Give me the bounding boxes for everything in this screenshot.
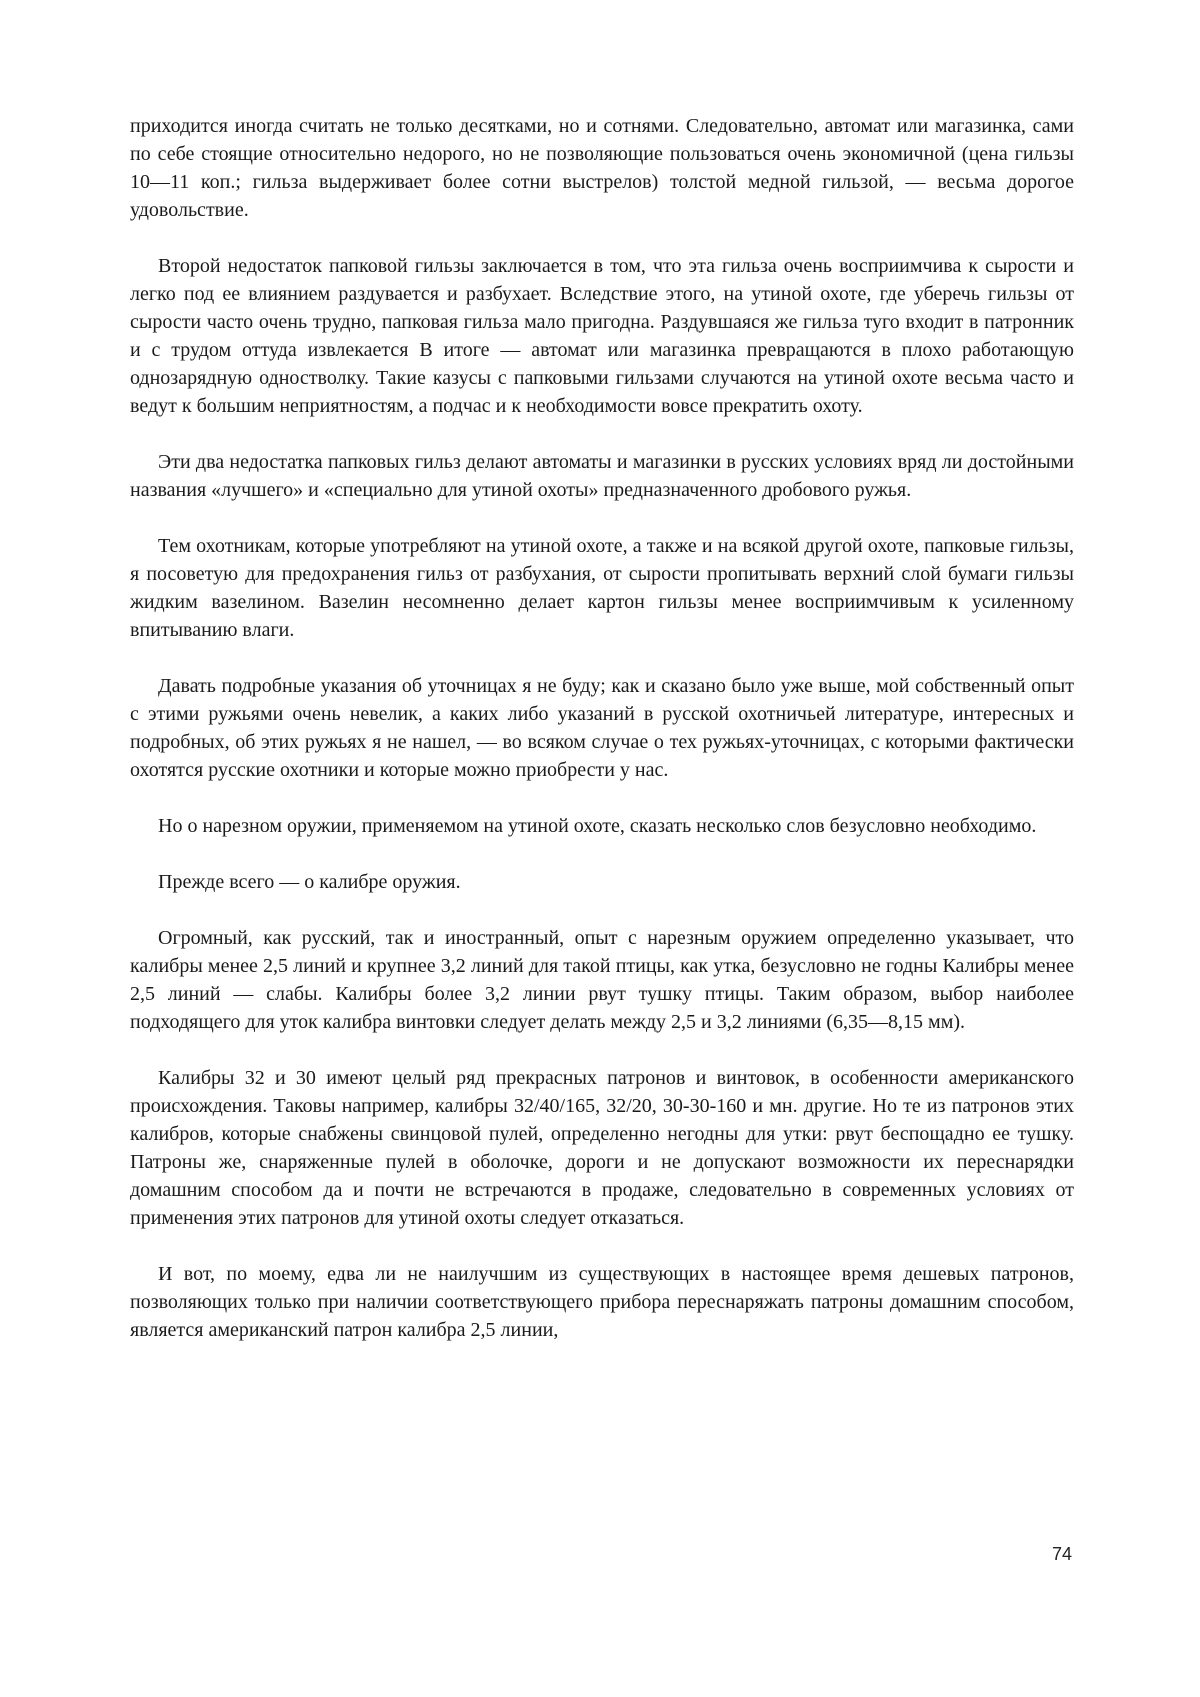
page-number: 74 <box>1051 1544 1072 1564</box>
paragraph-3: Эти два недостатка папковых гильз делают автоматы и магазинки в русских условиях вряд ли достойными названия «лучшего» и «специально для утиной охоты» предназначенного дробового ружья. <box>130 451 1074 501</box>
paragraph-9: Калибры 32 и 30 имеют целый ряд прекрасных патронов и винтовок, в особенности американского происхождения. Таковы например, калибры 32/40/165, 32/20, 30-30-160 и мн. другие. Но те из патронов этих калибров, которые снабжены свинцовой пулей, определенно негодны для утки: рвут беспощадно ее тушку. Патроны же, снаряженные пулей в оболочке, дороги и не допускают возможности их переснарядки домашним способом да и почти не встречаются в продаже, следовательно в современных условиях от применения этих патронов для утиной охоты следует отказаться. <box>130 1067 1074 1229</box>
paragraph-4: Тем охотникам, которые употребляют на утиной охоте, а также и на всякой другой охоте, папковые гильзы, я посоветую для предохранения гильз от разбухания, от сырости пропитывать верхний слой бумаги гильзы жидким вазелином. Вазелин несомненно делает картон гильзы менее восприимчивым к усиленному впитыванию влаги. <box>130 535 1074 641</box>
paragraph-10: И вот, по моему, едва ли не наилучшим из существующих в настоящее время дешевых патронов, позволяющих только при наличии соответствующего прибора переснаряжать патроны домашним способом, является американский патрон калибра 2,5 линии, <box>130 1263 1074 1341</box>
paragraph-1: приходится иногда считать не только десятками, но и сотнями. Следовательно, автомат или магазинка, сами по себе стоящие относительно недорого, но не позволяющие пользоваться очень экономичной (цена гильзы 10—11 коп.; гильза выдерживает более сотни выстрелов) толстой медной гильзой, — весьма дорогое удовольствие. <box>130 115 1074 221</box>
page-body <box>130 112 1074 1344</box>
paragraph-2: Второй недостаток папковой гильзы заключается в том, что эта гильза очень восприимчива к сырости и легко под ее влиянием раздувается и разбухает. Вследствие этого, на утиной охоте, где уберечь гильзы от сырости часто очень трудно, папковая гильза мало пригодна. Раздувшаяся же гильза туго входит в патронник и с трудом оттуда извлекается В итоге — автомат или магазинка превращаются в плохо работающую однозарядную одностволку. Такие казусы с папковыми гильзами случаются на утиной охоте весьма часто и ведут к большим неприятностям, а подчас и к необходимости вовсе прекратить охоту. <box>130 255 1074 417</box>
paragraph-7: Прежде всего — о калибре оружия. <box>158 871 461 893</box>
paragraph-6: Но о нарезном оружии, применяемом на утиной охоте, сказать несколько слов безусловно необходимо. <box>158 815 1037 837</box>
paragraph-8: Огромный, как русский, так и иностранный, опыт с нарезным оружием определенно указывает, что калибры менее 2,5 линий и крупнее 3,2 линий для такой птицы, как утка, безусловно не годны Калибры менее 2,5 линий — слабы. Калибры более 3,2 линии рвут тушку птицы. Таким образом, выбор наиболее подходящего для уток калибра винтовки следует делать между 2,5 и 3,2 линиями (6,35—8,15 мм). <box>130 927 1074 1033</box>
paragraph-5: Давать подробные указания об уточницах я не буду; как и сказано было уже выше, мой собственный опыт с этими ружьями очень невелик, а каких либо указаний в русской охотничьей литературе, интересных и подробных, об этих ружьях я не нашел, — во всяком случае о тех ружьях-уточницах, с которыми фактически охотятся русские охотники и которые можно приобрести у нас. <box>130 675 1074 781</box>
